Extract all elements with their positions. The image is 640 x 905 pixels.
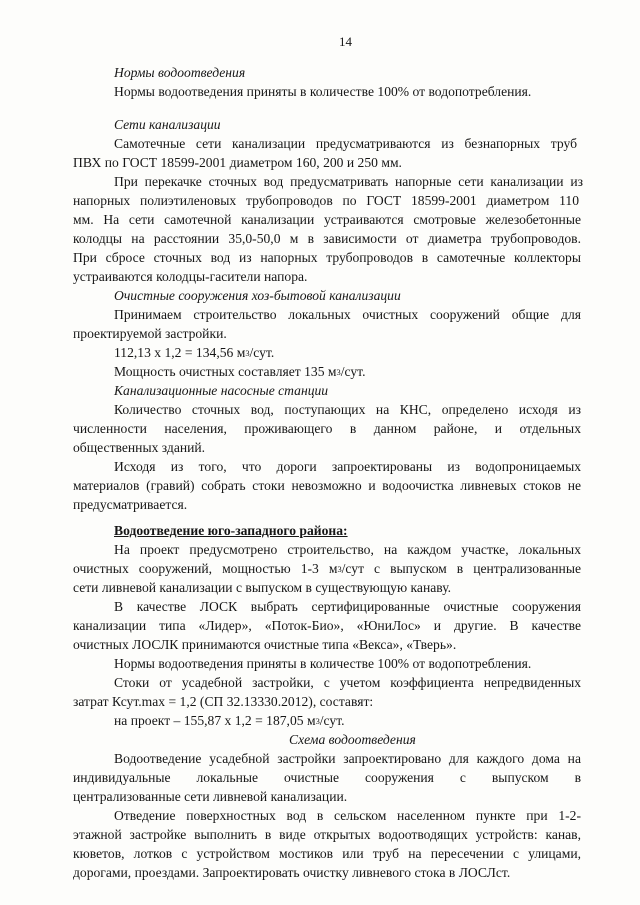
paragraph-line: предусматривается.	[73, 497, 188, 512]
section-title-pumping-stations: Канализационные насосные станции	[114, 383, 329, 398]
formula-line: 112,13 х 1,2 = 134,56 $м^3$/сут.	[114, 345, 275, 360]
paragraph-line: В качестве ЛОСК выбрать сертифицированные очистные сооружения	[114, 599, 581, 614]
paragraph-line: очистных сооружений, мощностью 1-3 $м^3$/сут с выпуском в централизованные	[73, 561, 581, 576]
section-heading-southwest: Водоотведение юго-западного района:	[114, 523, 348, 538]
section-title-treatment-facilities: Очистные сооружения хоз-бытовой канализации	[114, 288, 401, 303]
formula-line: на проект – 155,87 х 1,2 = 187,05 $м^3$/сут.	[114, 713, 345, 728]
paragraph-line: канализации типа «Лидер», «Поток-Био», «ЮниЛос» и другие. В качестве	[73, 618, 581, 633]
paragraph-line: Принимаем строительство локальных очистных сооружений общие для	[114, 307, 581, 322]
paragraph-line: Количество сточных вод, поступающих на КНС, определено исходя из	[114, 402, 581, 417]
paragraph-line: общественных зданий.	[73, 440, 206, 455]
paragraph-line: дорогами, проездами. Запроектировать очистку ливневого стока в ЛОСЛст.	[73, 865, 511, 880]
paragraph-line: Исходя из того, что дороги запроектированы из водопроницаемых	[114, 459, 581, 474]
paragraph-line: Самотечные сети канализации предусматриваются из безнапорных труб	[114, 136, 577, 151]
paragraph-line: очистных ЛОСЛК принимаются очистные типа «Векса», «Тверь».	[73, 637, 457, 652]
paragraph-line: На проект предусмотрено строительство, на каждом участке, локальных	[114, 542, 581, 557]
paragraph-line: мм. На сети самотечной канализации устраиваются смотровые железобетонные	[73, 212, 581, 227]
paragraph-line: Нормы водоотведения приняты в количестве 100% от водопотребления.	[114, 656, 532, 671]
norms-text: Нормы водоотведения приняты в количестве 100% от водопотребления.	[114, 84, 532, 99]
section-title-scheme: Схема водоотведения	[289, 732, 416, 747]
paragraph-line: численности населения, проживающего в данном районе, и отдельных	[73, 421, 581, 436]
paragraph-line: проектируемой застройки.	[73, 326, 227, 341]
paragraph-line: централизованные сети ливневой канализации.	[73, 789, 348, 804]
paragraph-line: колодцы на расстоянии 35,0-50,0 м в зависимости от диаметра трубопроводов.	[73, 231, 581, 246]
paragraph-line: Водоотведение усадебной застройки запроектировано для каждого дома на	[114, 751, 581, 766]
paragraph-line: Стоки от усадебной застройки, с учетом коэффициента непредвиденных	[114, 675, 581, 690]
paragraph-line: Отведение поверхностных вод в сельском населенном пункте при 1-2-	[114, 808, 581, 823]
paragraph-line: При сбросе сточных вод из напорных трубопроводов в самотечные коллекторы	[73, 250, 581, 265]
paragraph-line: ПВХ по ГОСТ 18599-2001 диаметром 160, 200 и 250 мм.	[73, 155, 402, 170]
paragraph-line: кюветов, лотков с устройством мостиков или труб на пересечении с улицами,	[73, 846, 581, 861]
capacity-line: Мощность очистных составляет 135 $м^3$/сут.	[114, 364, 366, 379]
paragraph-line: материалов (гравий) собрать стоки невозможно и водоочистка ливневых стоков не	[73, 478, 581, 493]
paragraph-line: индивидуальные локальные очистные сооружения с выпуском в	[73, 770, 581, 785]
section-title-sewer-networks: Сети канализации	[114, 117, 221, 132]
paragraph-line: этажной застройке выполнить в виде открытых водоотводящих устройств: канав,	[73, 827, 581, 842]
paragraph-line: устраиваются колодцы-гасители напора.	[73, 269, 308, 284]
paragraph-line: сети ливневой канализации с выпуском в существующую канаву.	[73, 580, 452, 595]
section-title-norms: Нормы водоотведения	[114, 65, 246, 80]
paragraph-line: напорных полиэтиленовых трубопроводов по ГОСТ 18599-2001 диаметром 110	[73, 193, 579, 208]
page-number: 14	[339, 34, 352, 49]
paragraph-line: При перекачке сточных вод предусматривать напорные сети канализации из	[114, 174, 583, 189]
paragraph-line: затрат Ксут.max = 1,2 (СП 32.13330.2012), составят:	[73, 694, 374, 709]
